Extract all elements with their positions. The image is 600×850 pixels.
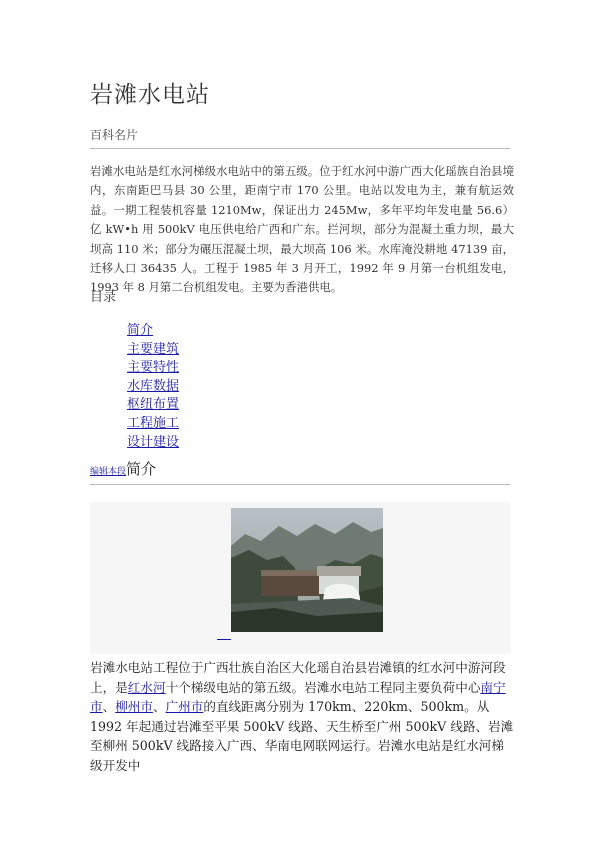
section-title: 简介 bbox=[126, 460, 157, 478]
toc-link-gongcheng-shigong[interactable]: 工程施工 bbox=[127, 415, 180, 431]
body-text-segment: 岩滩水电站工程位于广西壮族自治区大化瑶自治县岩滩镇的红水河中游河段上，是 bbox=[90, 660, 506, 695]
page-subtitle: 百科名片 bbox=[90, 128, 139, 142]
link-guangzhou[interactable]: 广州市 bbox=[165, 699, 204, 715]
body-text-segment: 的直线距离分别为 170km、220km、500km。从 1992 年起通过岩滩至平果 500kV 线路、天生桥至广州 500kV 线路、岩滩至柳州 500kV 线路接入广西、华南电网联网运行。岩滩水电站是红水河梯级开发中 bbox=[90, 699, 514, 773]
link-hongshuihe[interactable]: 红水河 bbox=[127, 679, 166, 695]
intro-paragraph: 岩滩水电站是红水河梯级水电站中的第五级。位于红水河中游广西大化瑶族自治县境内，东南距巴马县 30 公里，距南宁市 170 公里。电站以发电为主，兼有航运效益。一期工程装机容量 1210Mw，保证出力 245Mw，多年平均年发电量 56.6）亿 kW•h 用 500kV 电压供电给广西和广东。拦河坝，部分为混凝土重力坝，最大坝高 110 米；部分为碾压混凝土坝，最大坝高 106 米。水库淹没耕地 47139 亩， 迁移人口 36435 人。工程于 1985 年 3 月开工，1992 年 9 月第一台机组发电，1993 年 8 月第二台机组发电。主要为香港供电。 bbox=[90, 164, 514, 295]
toc-item bbox=[127, 359, 179, 378]
figure-link-marker[interactable] bbox=[217, 634, 231, 640]
photo-powerhouse bbox=[261, 574, 321, 596]
toc-link-jianjie[interactable]: 简介 bbox=[127, 323, 154, 338]
photo-powerhouse-roof bbox=[261, 570, 321, 576]
toc-link-zhuyao-texing[interactable]: 主要特性 bbox=[127, 360, 180, 376]
toc-item bbox=[127, 396, 179, 415]
divider-top bbox=[90, 148, 510, 149]
link-liuzhou[interactable]: 柳州市 bbox=[115, 699, 153, 715]
body-text-separator: 、 bbox=[152, 699, 166, 715]
toc-item bbox=[127, 378, 179, 397]
toc-link-shuiku-shuju[interactable]: 水库数据 bbox=[127, 378, 180, 394]
toc-item bbox=[127, 322, 179, 341]
toc-link-sheji-jianshe[interactable]: 设计建设 bbox=[127, 434, 180, 450]
body-text-segment: 十个梯级电站的第五级。岩滩水电站工程同主要负荷中心 bbox=[165, 679, 481, 695]
body-text-separator: 、 bbox=[102, 699, 116, 715]
toc-link-zhuyao-jianzhu[interactable]: 主要建筑 bbox=[127, 341, 180, 357]
divider-section bbox=[90, 484, 510, 485]
toc-list bbox=[127, 322, 179, 452]
link-nanning[interactable]: 南宁市 bbox=[90, 679, 506, 715]
edit-section-link[interactable]: 编辑本段 bbox=[90, 467, 127, 477]
section-header bbox=[90, 458, 156, 479]
toc-item bbox=[127, 341, 179, 360]
toc-link-shuniu-buzhi[interactable]: 枢纽布置 bbox=[127, 397, 180, 413]
article-body-paragraph bbox=[90, 658, 514, 776]
toc-item bbox=[127, 434, 179, 453]
toc-item bbox=[127, 415, 179, 434]
photo-dam-crest bbox=[317, 566, 361, 576]
toc-heading: 目录 bbox=[90, 290, 117, 305]
hydropower-dam-photo[interactable] bbox=[231, 508, 383, 632]
page-title: 岩滩水电站 bbox=[90, 82, 210, 108]
